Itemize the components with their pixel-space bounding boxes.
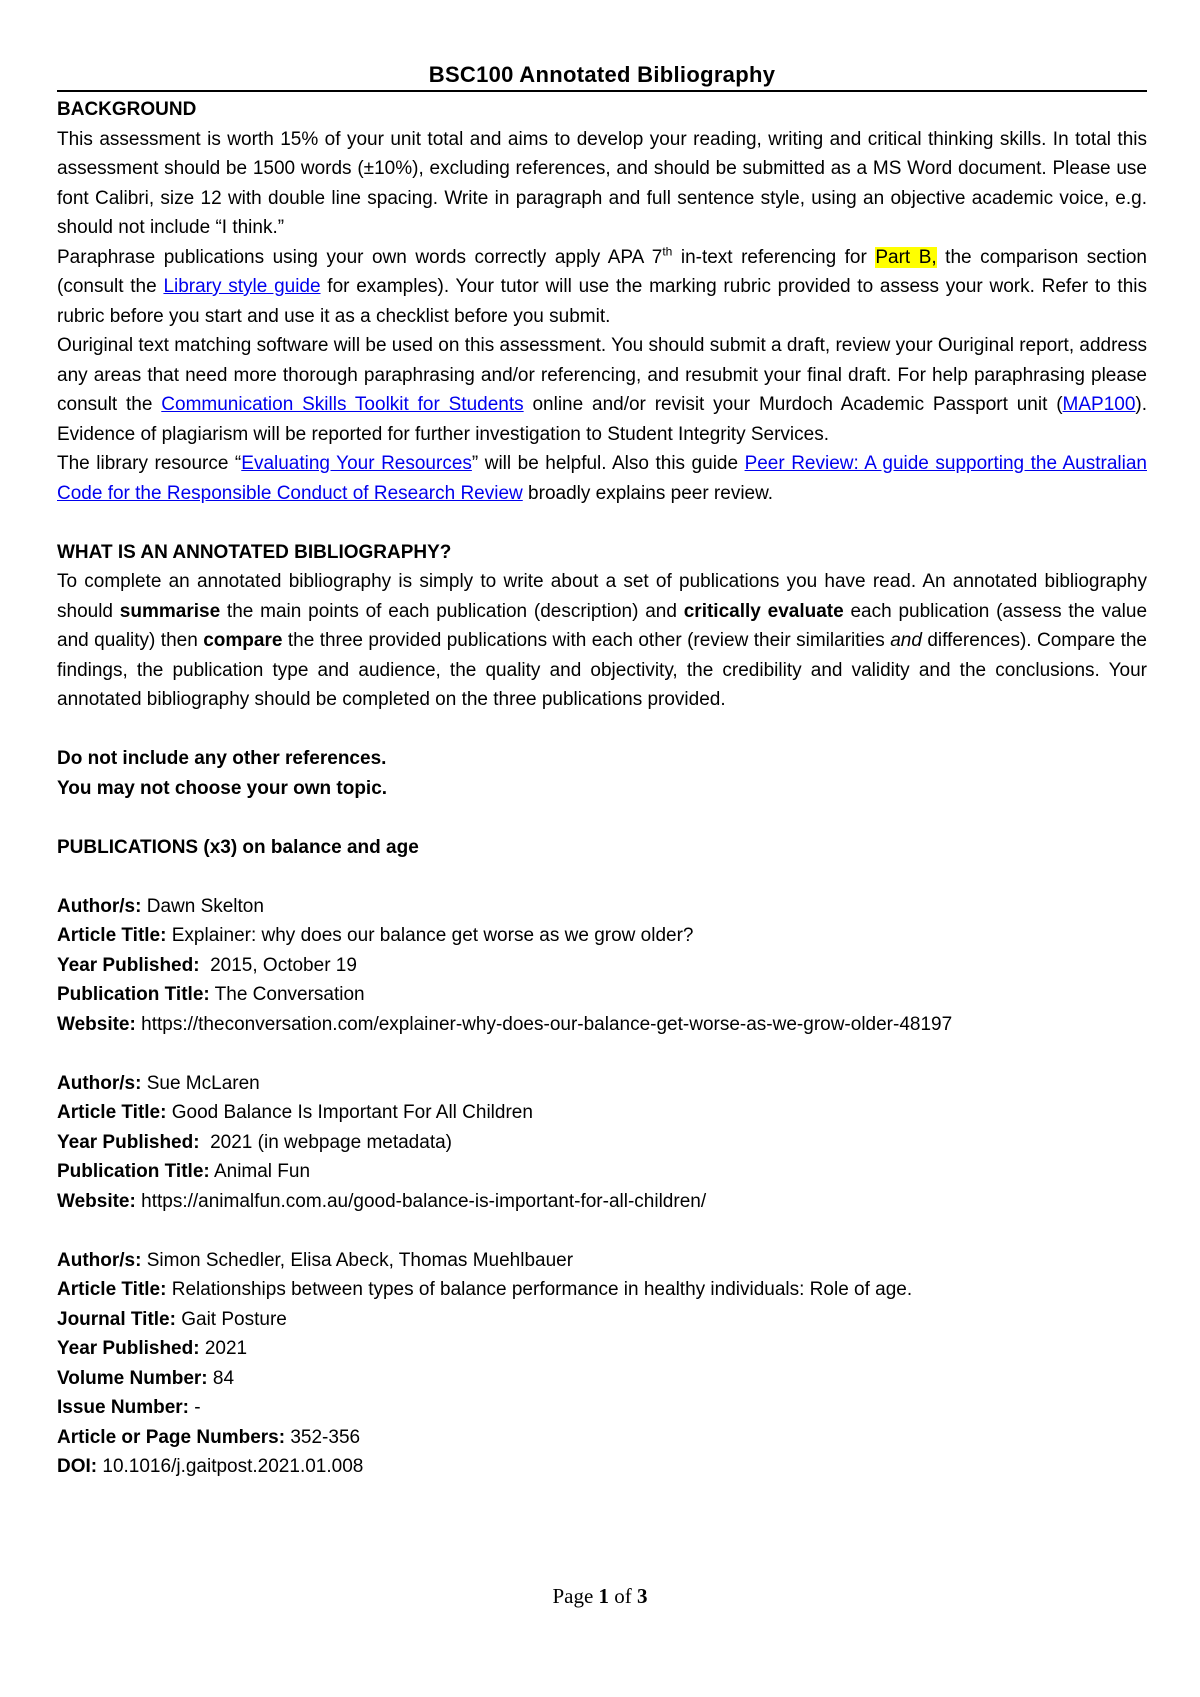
publication-2 (57, 1069, 1147, 1217)
document-title: BSC100 Annotated Bibliography (428, 62, 776, 87)
pub1-publication-title: Publication Title: The Conversation (57, 984, 365, 1005)
spacer (57, 862, 1147, 892)
peer-review-guide-link[interactable]: Peer Review: A guide supporting the Australian Code for the Responsible Conduct of Research Review (57, 453, 1147, 504)
note-no-other-references: Do not include any other references. (57, 748, 387, 769)
note-no-own-topic: You may not choose your own topic. (57, 777, 388, 799)
pub3-issue: Issue Number: - (57, 1397, 201, 1418)
background-paragraph-4: The library resource “Evaluating Your Resources” will be helpful. Also this guide Peer Review: A guide supporting the Australian Code for the Responsible Conduct of Research Review broadly explains peer review. (57, 453, 1147, 504)
pub2-title: Article Title: Good Balance Is Important For All Children (57, 1102, 533, 1123)
background-paragraph-2: Paraphrase publications using your own words correctly apply APA 7th in-text referencing for Part B, the comparison section (consult the Library style guide for examples). Your tutor will use the marking rubric provided to assess your work. Refer to this rubric before you start and use it as a checklist before you submit. (57, 244, 1147, 327)
background-paragraph-3: Ouriginal text matching software will be used on this assessment. You should submit a draft, review your Ouriginal report, address any areas that need more thorough paraphrasing and/or referencing, and resubmit your final draft. For help paraphrasing please consult the Communication Skills Toolkit for Students online and/or revisit your Murdoch Academic Passport unit (MAP100). Evidence of plagiarism will be reported for further investigation to Student Integrity Services. (57, 335, 1148, 445)
background-paragraph-1: This assessment is worth 15% of your unit total and aims to develop your reading, writing and critical thinking skills. In total this assessment should be 1500 words (±10%), excluding references, and should be submitted as a MS Word document. Please use font Calibri, size 12 with double line spacing. Write in paragraph and full sentence style, using an objective academic voice, e.g. should not include “I think.” (57, 128, 1147, 238)
pub2-website: Website: https://animalfun.com.au/good-balance-is-important-for-all-children/ (57, 1190, 707, 1212)
spacer (57, 1216, 1147, 1246)
pub1-title: Article Title: Explainer: why does our balance get worse as we grow older? (57, 925, 694, 946)
pub3-author: Author/s: Simon Schedler, Elisa Abeck, Thomas Muehlbauer (57, 1249, 574, 1271)
background-heading: BACKGROUND (57, 99, 197, 120)
total-page-count: 3 (637, 1584, 648, 1608)
page-footer: Page 1 of 3 (552, 1584, 648, 1608)
highlighted-part-b: Part B, (875, 246, 937, 268)
pub1-author: Author/s: Dawn Skelton (57, 895, 264, 917)
what-is-heading: WHAT IS AN ANNOTATED BIBLIOGRAPHY? (57, 541, 452, 563)
pub3-title: Article Title: Relationships between types of balance performance in healthy individuals: Role of age. (57, 1279, 913, 1300)
publications-heading: PUBLICATIONS (x3) on balance and age (57, 836, 419, 858)
pub2-publication-title: Publication Title: Animal Fun (57, 1161, 311, 1182)
evaluating-your-resources-link[interactable]: Evaluating Your Resources (241, 453, 472, 474)
what-is-paragraph: To complete an annotated bibliography is simply to write about a set of publications you have read. An annotated bibliography should summarise the main points of each publication (description) and critically evaluate each publication (assess the value and quality) then compare the three provided publications with each other (review their similarities and differences). Compare the findings, the publication type and audience, the quality and objectivity, the credibility and validity and the conclusions. Your annotated bibliography should be completed on the three publications provided. (57, 571, 1148, 710)
pub1-website: Website: https://theconversation.com/explainer-why-does-our-balance-get-worse-as-we-grow-older-48197 (57, 1013, 953, 1035)
spacer (57, 508, 1147, 538)
communication-skills-toolkit-link[interactable]: Communication Skills Toolkit for Students (161, 394, 524, 415)
pub3-doi: DOI: 10.1016/j.gaitpost.2021.01.008 (57, 1456, 364, 1477)
library-style-guide-link[interactable]: Library style guide (163, 276, 321, 297)
pub2-author: Author/s: Sue McLaren (57, 1072, 260, 1094)
publication-3 (57, 1246, 1147, 1482)
pub3-year: Year Published: 2021 (57, 1338, 248, 1359)
document-body (57, 95, 1147, 1482)
title-block (57, 60, 1147, 92)
spacer (57, 1039, 1147, 1069)
pub3-pages: Article or Page Numbers: 352-356 (57, 1426, 361, 1448)
pub1-year: Year Published: 2015, October 19 (57, 954, 357, 976)
pub3-journal: Journal Title: Gait Posture (57, 1308, 287, 1330)
pub2-year: Year Published: 2021 (in webpage metadata) (57, 1131, 452, 1153)
pub3-volume: Volume Number: 84 (57, 1367, 235, 1389)
map100-link[interactable]: MAP100 (1062, 394, 1136, 415)
spacer (57, 715, 1147, 745)
publication-1 (57, 892, 1147, 1040)
spacer (57, 803, 1147, 833)
current-page-number: 1 (598, 1584, 610, 1608)
